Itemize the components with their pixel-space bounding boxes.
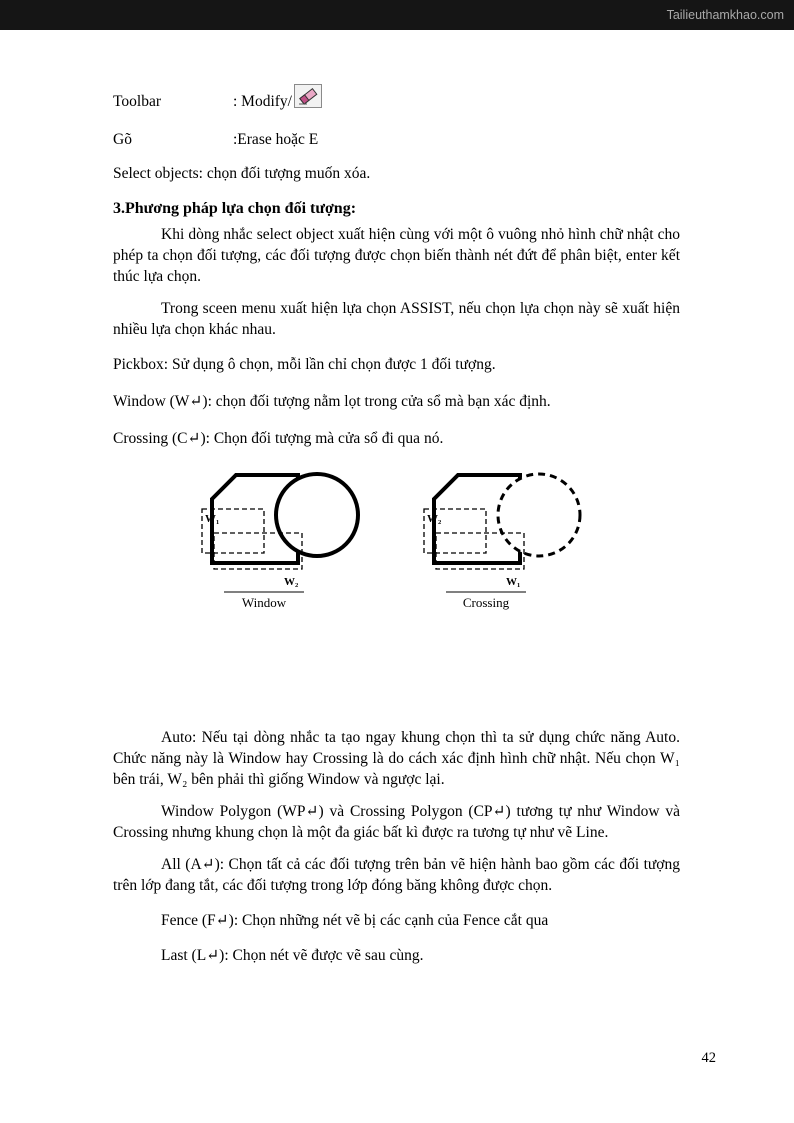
toolbar-row	[113, 86, 680, 116]
window-first-pick-label: W₁	[204, 513, 219, 525]
paragraph-fence: Fence (F↵): Chọn những nét vẽ bị các cạnh của Fence cắt qua	[161, 912, 549, 929]
crossing-first-pick-label: W₂	[426, 513, 441, 525]
crossing-caption: Crossing	[462, 595, 509, 610]
select-objects-line: Select objects: chọn đối tượng muốn xóa.	[113, 165, 371, 182]
go-row	[113, 129, 680, 150]
window-second-pick-label: W₂	[283, 576, 298, 588]
window-caption: Window	[241, 595, 286, 610]
paragraph-all: All (A↵): Chọn tất cả các đối tượng trên bản vẽ hiện hành bao gồm các đối tượng trên lớp đang tắt, các đối tượng trong lớp đóng băng không được chọn.	[113, 856, 680, 894]
watermark-site-text: Tailieuthamkhao.com	[666, 8, 784, 22]
paragraph-auto: Auto: Nếu tại dòng nhắc ta tạo ngay khung chọn thì ta sử dụng chức năng Auto. Chức năng này là Window hay Crossing là do cách xác định hình chữ nhật. Nếu chọn W₁ bên trái, W₂ bên phải thì giống Window và ngược lại.	[113, 729, 680, 788]
paragraph-polygon: Window Polygon (WP↵) và Crossing Polygon (CP↵) tương tự như Window và Crossing nhưng khung chọn là một đa giác bất kì được ra tương tự như vẽ Line.	[113, 803, 680, 841]
go-label: Gõ	[113, 131, 132, 148]
window-line: Window (W↵): chọn đối tượng nằm lọt trong cửa sổ mà bạn xác định.	[113, 393, 551, 410]
document-page	[0, 30, 794, 966]
paragraph-intro: Khi dòng nhắc select object xuất hiện cùng với một ô vuông nhỏ hình chữ nhật cho phép ta chọn đối tượng, các đối tượng được chọn biến thành nét đứt để phân biệt, enter kết thúc lựa chọn.	[113, 226, 680, 285]
selection-figure	[113, 465, 680, 615]
paragraph-assist: Trong sceen menu xuất hiện lựa chọn ASSIST, nếu chọn lựa chọn này sẽ xuất hiện nhiều lựa chọn khác nhau.	[113, 300, 680, 338]
crossing-line: Crossing (C↵): Chọn đối tượng mà cửa sổ đi qua nó.	[113, 430, 444, 447]
window-selection-diagram	[196, 465, 376, 615]
page-number: 42	[701, 1050, 716, 1066]
crossing-selection-diagram	[418, 465, 598, 615]
crossing-second-pick-label: W₁	[505, 576, 520, 588]
modify-erase-icon	[294, 84, 322, 114]
toolbar-label: Toolbar	[113, 92, 161, 110]
toolbar-value: : Modify/	[233, 92, 292, 110]
paragraph-last: Last (L↵): Chọn nét vẽ được vẽ sau cùng.	[161, 947, 424, 964]
pickbox-line: Pickbox: Sử dụng ô chọn, mỗi lần chỉ chọn được 1 đối tượng.	[113, 356, 496, 373]
section-heading: 3.Phương pháp lựa chọn đối tượng:	[113, 200, 357, 217]
watermark-bar	[0, 0, 794, 30]
go-value: :Erase hoặc E	[233, 131, 319, 148]
